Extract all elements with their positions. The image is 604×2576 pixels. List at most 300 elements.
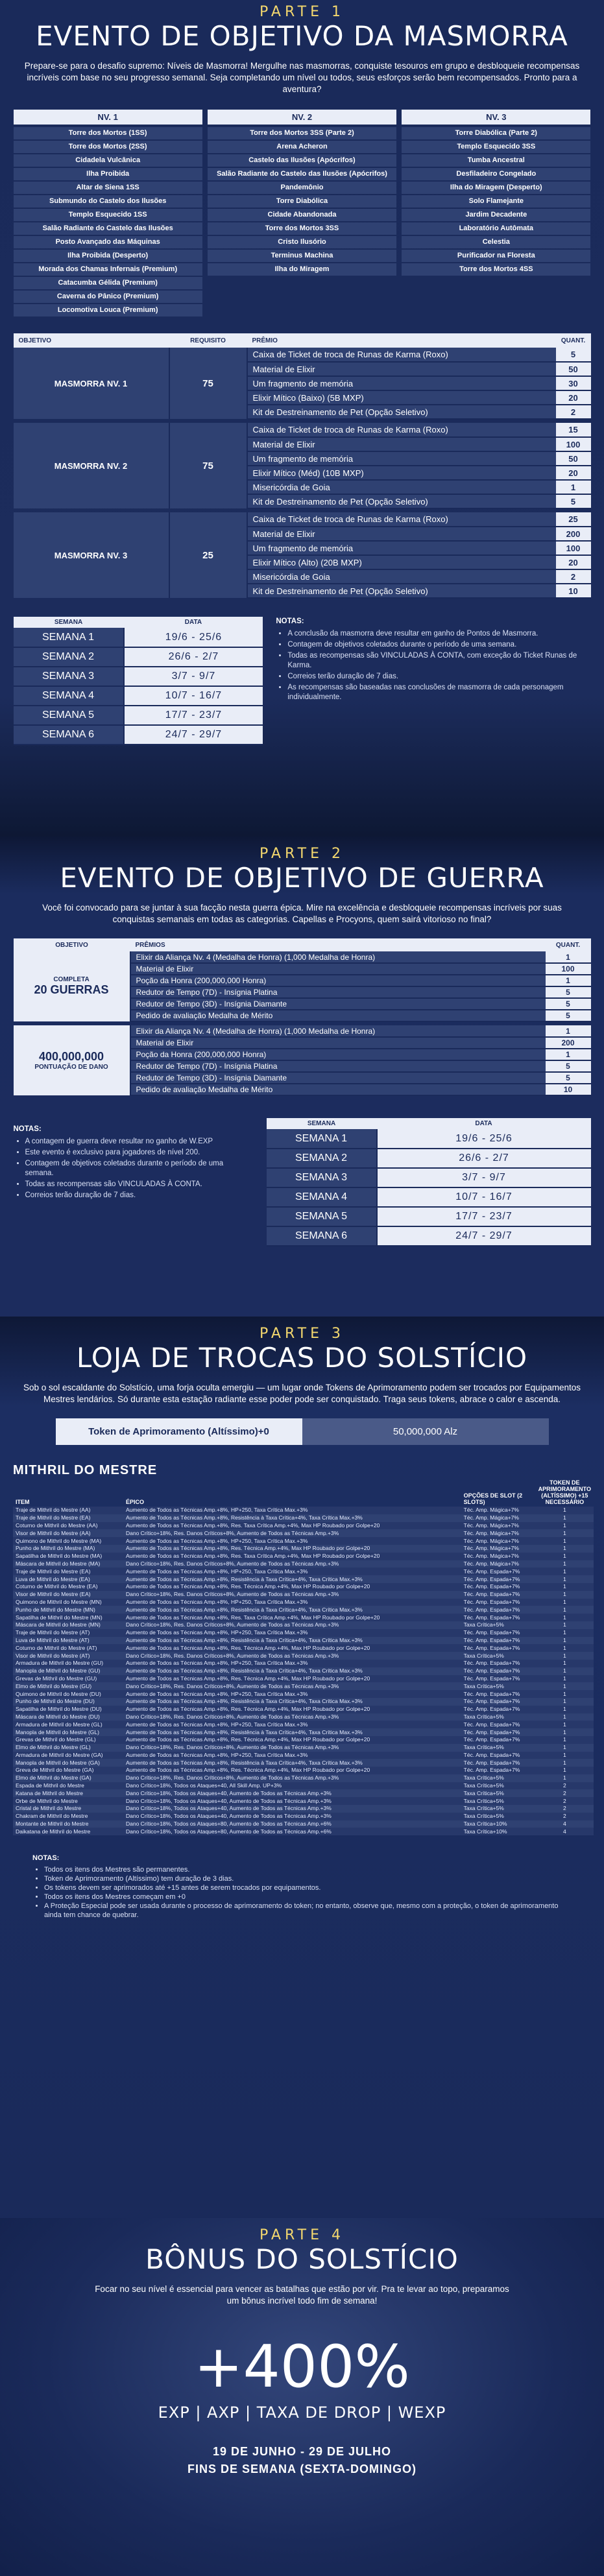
token-cell: 1 — [536, 1759, 594, 1767]
epic-cell: Aumento de Todos as Técnicas Amp.+8%, Res. Taxa Crítica Amp.+4%, Max HP Roubado por Golpe+20 — [123, 1522, 461, 1530]
token-cell: 1 — [536, 1752, 594, 1759]
prize-cell: Elixir Mítico (Baixo) (5B MXP) — [247, 390, 556, 405]
table-row — [13, 1759, 594, 1767]
col-slot: OPÇÕES DE SLOT (2 SLOTS) — [463, 1492, 523, 1505]
col-date: DATA — [377, 1118, 591, 1129]
prize-cell: Redutor de Tempo (7D) - Insígnia Platina — [130, 1060, 546, 1072]
dungeon-item: Torre dos Mortos (2SS) — [14, 141, 202, 153]
table-row — [13, 1789, 594, 1797]
slot-cell: Taxa Crítica+5% — [461, 1774, 536, 1782]
week-cell: SEMANA 1 — [14, 628, 124, 647]
item-cell: Coturno de Mithril do Mestre (AA) — [13, 1522, 123, 1530]
table-row — [13, 1820, 594, 1828]
objective-top: COMPLETA — [53, 976, 90, 983]
part-label: PARTE 4 — [260, 2227, 344, 2243]
slot-cell: Taxa Crítica+10% — [461, 1820, 536, 1828]
slot-cell: Taxa Crítica+5% — [461, 1652, 536, 1660]
shop-section — [0, 1317, 604, 2218]
col-item: ITEM — [16, 1499, 30, 1505]
dungeon-reward-table — [14, 333, 591, 599]
item-cell: Montante de Mithril do Mestre — [13, 1820, 123, 1828]
notes-title: NOTAS: — [13, 1125, 42, 1133]
item-cell: Coturno de Mithril do Mestre (AT) — [13, 1644, 123, 1652]
item-cell: Cristal de Mithril do Mestre — [13, 1805, 123, 1813]
qty-cell: 15 — [556, 423, 591, 437]
epic-cell: Aumento de Todos as Técnicas Amp.+8%, HP+250, Taxa Crítica Max.+3% — [123, 1752, 461, 1759]
qty-cell: 50 — [556, 362, 591, 376]
war-week-table — [267, 1118, 591, 1246]
item-cell: Sapatilha de Mithril do Mestre (MN) — [13, 1614, 123, 1621]
qty-cell: 1 — [546, 1025, 591, 1037]
epic-cell: Aumento de Todos as Técnicas Amp.+8%, HP+250, Taxa Crítica Max.+3% — [123, 1660, 461, 1667]
prize-cell: Caixa de Ticket de troca de Runas de Karma (Roxo) — [247, 423, 556, 437]
epic-cell: Aumento de Todos as Técnicas Amp.+8%, HP+250, Taxa Crítica Max.+3% — [123, 1507, 461, 1514]
item-cell: Quimono de Mithril do Mestre (MA) — [13, 1537, 123, 1545]
date-cell: 24/7 - 29/7 — [377, 1226, 591, 1246]
shop-table — [13, 1478, 594, 1835]
token-cell: 1 — [536, 1767, 594, 1774]
prize-cell: Um fragmento de memória — [247, 541, 556, 555]
token-cell: 1 — [536, 1514, 594, 1522]
date-cell: 17/7 - 23/7 — [377, 1207, 591, 1226]
table-row — [13, 1767, 594, 1774]
item-cell: Traje de Mithril do Mestre (EA) — [13, 1514, 123, 1522]
shop-section-title: MITHRIL DO MESTRE — [13, 1463, 158, 1477]
item-cell: Manopla de Mithril do Mestre (GA) — [13, 1759, 123, 1767]
token-cell: 1 — [536, 1652, 594, 1660]
slot-cell: Taxa Crítica+5% — [461, 1682, 536, 1690]
qty-cell: 5 — [546, 1060, 591, 1072]
epic-cell: Dano Crítico+18%, Todos os Ataques+40, Aumento de Todos as Técnicas Amp.+3% — [123, 1789, 461, 1797]
week-row — [267, 1226, 591, 1246]
dungeon-item: Arena Acheron — [208, 141, 396, 153]
prize-cell: Redutor de Tempo (3D) - Insígnia Diamante — [130, 1072, 546, 1084]
table-row — [13, 1529, 594, 1537]
token-cell: 1 — [536, 1629, 594, 1637]
table-row — [13, 1644, 594, 1652]
epic-cell: Dano Crítico+18%, Todos os Ataques+40, Aumento de Todos as Técnicas Amp.+3% — [123, 1813, 461, 1820]
token-cell: 1 — [536, 1736, 594, 1744]
token-cell: 1 — [536, 1553, 594, 1560]
notes-title: NOTAS: — [32, 1854, 60, 1863]
prize-cell: Kit de Destreinamento de Pet (Opção Seletivo) — [247, 584, 556, 598]
col-week: SEMANA — [14, 617, 124, 628]
table-row — [13, 1621, 594, 1629]
date-cell: 26/6 - 2/7 — [377, 1149, 591, 1168]
table-row — [13, 1652, 594, 1660]
note-item: • Os tokens devem ser aprimorados até +15 antes de serem trocados por equipamentos. — [44, 1883, 577, 1892]
dungeon-item: Salão Radiante do Castelo das Ilusões (Apócrifos) — [208, 168, 396, 180]
prize-cell: Um fragmento de memória — [247, 376, 556, 390]
qty-cell: 10 — [546, 1084, 591, 1095]
slot-cell: Téc. Amp. Mágica+7% — [461, 1553, 536, 1560]
item-cell: Visor de Mithril do Mestre (EA) — [13, 1591, 123, 1599]
dungeon-item: Ilha Proibida (Desperto) — [14, 250, 202, 262]
slot-cell: Téc. Amp. Mágica+7% — [461, 1537, 536, 1545]
token-cell: 4 — [536, 1828, 594, 1835]
epic-cell: Aumento de Todos as Técnicas Amp.+8%, Res. Taxa Crítica Amp.+4%, Max HP Roubado por Golpe+20 — [123, 1614, 461, 1621]
token-cell: 1 — [536, 1644, 594, 1652]
table-row — [13, 1828, 594, 1835]
item-cell: Máscara de Mithril do Mestre (MN) — [13, 1621, 123, 1629]
slot-cell: Téc. Amp. Mágica+7% — [461, 1514, 536, 1522]
objective-cell — [14, 1025, 130, 1095]
prize-cell: Poção da Honra (200,000,000 Honra) — [130, 975, 546, 986]
prize-cell: Redutor de Tempo (7D) - Insígnia Platina — [130, 986, 546, 998]
week-row — [14, 725, 263, 745]
week-row — [267, 1149, 591, 1168]
dungeon-item: Cristo Ilusório — [208, 236, 396, 248]
dungeon-item: Torre dos Mortos 3SS — [208, 222, 396, 235]
qty-cell: 5 — [556, 348, 591, 362]
qty-cell: 25 — [556, 512, 591, 527]
slot-cell: Téc. Amp. Espada+7% — [461, 1706, 536, 1713]
dungeon-item: Jardim Decadente — [402, 209, 590, 221]
table-row — [13, 1736, 594, 1744]
token-cell: 4 — [536, 1820, 594, 1828]
qty-cell: 50 — [556, 451, 591, 466]
token-cell: 1 — [536, 1560, 594, 1568]
week-cell: SEMANA 2 — [267, 1149, 377, 1168]
dungeon-week-table — [14, 617, 263, 745]
qty-cell: 1 — [546, 951, 591, 963]
dungeon-item: Ilha do Miragem (Desperto) — [402, 182, 590, 194]
epic-cell: Aumento de Todos as Técnicas Amp.+8%, Res. Técnica Amp.+4%, Max HP Roubado por Golpe+20 — [123, 1706, 461, 1713]
week-cell: SEMANA 2 — [14, 647, 124, 667]
epic-cell: Aumento de Todos as Técnicas Amp.+8%, Resistência à Taxa Crítica+4%, Taxa Crítica Max.+3% — [123, 1759, 461, 1767]
slot-cell: Téc. Amp. Mágica+7% — [461, 1529, 536, 1537]
dungeon-item: Purificador na Floresta — [402, 250, 590, 262]
section-title: EVENTO DE OBJETIVO DE GUERRA — [60, 862, 544, 894]
item-cell: Grevas de Mithril do Mestre (GL) — [13, 1736, 123, 1744]
war-reward-table — [14, 938, 591, 1096]
epic-cell: Aumento de Todos as Técnicas Amp.+8%, HP+250, Taxa Crítica Max.+3% — [123, 1690, 461, 1698]
bonus-section — [0, 2218, 604, 2576]
dungeon-item: Celestia — [402, 236, 590, 248]
dungeon-notes — [276, 617, 590, 745]
table-row — [13, 1813, 594, 1820]
epic-cell: Aumento de Todos as Técnicas Amp.+8%, HP+250, Taxa Crítica Max.+3% — [123, 1568, 461, 1575]
item-cell: Coturno de Mithril do Mestre (EA) — [13, 1583, 123, 1591]
qty-cell: 5 — [546, 998, 591, 1010]
slot-cell: Téc. Amp. Espada+7% — [461, 1606, 536, 1614]
epic-cell: Dano Crítico+18%, Res. Danos Críticos+8%, Aumento de Todos as Técnicas Amp.+3% — [123, 1744, 461, 1752]
table-row — [13, 1599, 594, 1606]
item-cell: Greva de Mithril do Mestre (GA) — [13, 1767, 123, 1774]
objective-cell: MASMORRA NV. 1 — [14, 348, 169, 419]
bonus-dates: 19 DE JUNHO - 29 DE JULHO — [212, 2445, 392, 2458]
section-intro: Você foi convocado para se juntar à sua facção nesta guerra épica. Mire na excelência e desbloqueie recompensas incríveis por suas conquistas semanais em todas as categorias. Capellas e Procyons, quem sairá vitorioso no final? — [42, 903, 562, 924]
token-cell: 1 — [536, 1637, 594, 1645]
dungeon-item: Torre dos Mortos (1SS) — [14, 127, 202, 139]
token-cell: 1 — [536, 1744, 594, 1752]
table-row — [13, 1805, 594, 1813]
note-item: • A conclusão da masmorra deve resultar em ganho de Pontos de Masmorra. — [287, 629, 590, 639]
col-token: TOKEN DE APRIMORAMENTO (ALTÍSSIMO) +15 NECESSÁRIO — [538, 1479, 592, 1505]
week-row — [14, 686, 263, 706]
slot-cell: Téc. Amp. Mágica+7% — [461, 1560, 536, 1568]
slot-cell: Téc. Amp. Espada+7% — [461, 1575, 536, 1583]
epic-cell: Dano Crítico+18%, Todos os Ataques+40, Aumento de Todos as Técnicas Amp.+3% — [123, 1805, 461, 1813]
epic-cell: Dano Crítico+18%, Res. Danos Críticos+8%, Aumento de Todos as Técnicas Amp.+3% — [123, 1774, 461, 1782]
table-row — [13, 1682, 594, 1690]
qty-cell: 20 — [556, 466, 591, 480]
table-row — [13, 1629, 594, 1637]
date-cell: 24/7 - 29/7 — [124, 725, 263, 745]
table-row — [13, 1614, 594, 1621]
epic-cell: Aumento de Todos as Técnicas Amp.+8%, HP+250, Taxa Crítica Max.+3% — [123, 1537, 461, 1545]
dungeon-item: Tumba Ancestral — [402, 154, 590, 167]
reward-row — [14, 951, 591, 963]
note-item: • Contagem de objetivos coletados durante o período de uma semana. — [25, 1159, 247, 1178]
token-cell: 1 — [536, 1690, 594, 1698]
slot-cell: Téc. Amp. Espada+7% — [461, 1721, 536, 1728]
slot-cell: Téc. Amp. Espada+7% — [461, 1591, 536, 1599]
date-cell: 26/6 - 2/7 — [124, 647, 263, 667]
dungeon-item: Desfiladeiro Congelado — [402, 168, 590, 180]
qty-cell: 20 — [556, 390, 591, 405]
note-item: • As recompensas são baseadas nas conclusões de masmorra de cada personagem individualmente. — [287, 683, 590, 702]
col-objective: OBJETIVO — [14, 938, 130, 951]
token-cell: 1 — [536, 1682, 594, 1690]
slot-cell: Téc. Amp. Espada+7% — [461, 1568, 536, 1575]
bonus-amount: +400% — [194, 2333, 410, 2401]
prize-cell: Poção da Honra (200,000,000 Honra) — [130, 1049, 546, 1060]
week-row — [267, 1207, 591, 1226]
note-item: • A Proteção Especial pode ser usada durante o processo de aprimoramento do token; no entanto, observe que, mesmo com a proteção, o token de aprimoramento ainda tem chance de quebrar. — [44, 1902, 577, 1920]
dungeon-item: Solo Flamejante — [402, 195, 590, 208]
token-cell: 1 — [536, 1728, 594, 1736]
item-cell: Luva de Mithril do Mestre (EA) — [13, 1575, 123, 1583]
item-cell: Elmo de Mithril do Mestre (GU) — [13, 1682, 123, 1690]
token-value: 50,000,000 Alz — [302, 1418, 549, 1445]
week-row — [14, 628, 263, 647]
prize-cell: Elixir Mítico (Alto) (20B MXP) — [247, 555, 556, 569]
table-row — [13, 1507, 594, 1514]
item-cell: Visor de Mithril do Mestre (AA) — [13, 1529, 123, 1537]
dungeon-item: Caverna do Pânico (Premium) — [14, 291, 202, 303]
item-cell: Quimono de Mithril do Mestre (MN) — [13, 1599, 123, 1606]
reward-row — [14, 512, 591, 527]
item-cell: Orbe de Mithril do Mestre — [13, 1797, 123, 1805]
dungeon-item: Locomotiva Louca (Premium) — [14, 304, 202, 316]
week-cell: SEMANA 1 — [267, 1129, 377, 1149]
section-title: EVENTO DE OBJETIVO DA MASMORRA — [36, 20, 568, 52]
war-notes — [14, 1118, 247, 1246]
table-row — [13, 1797, 594, 1805]
item-cell: Grevas de Mithril do Mestre (GU) — [13, 1675, 123, 1683]
bonus-list: EXP | AXP | TAXA DE DROP | WEXP — [158, 2403, 446, 2422]
prize-cell: Elixir da Aliança Nv. 4 (Medalha de Honra) (1,000 Medalha de Honra) — [130, 1025, 546, 1037]
slot-cell: Téc. Amp. Espada+7% — [461, 1644, 536, 1652]
prize-cell: Redutor de Tempo (3D) - Insígnia Diamante — [130, 998, 546, 1010]
qty-cell: 30 — [556, 376, 591, 390]
epic-cell: Dano Crítico+18%, Todos os Ataques+80, Aumento de Todos as Técnicas Amp.+6% — [123, 1820, 461, 1828]
objective-cell: MASMORRA NV. 2 — [14, 423, 169, 508]
dungeon-item: Templo Esquecido 3SS — [402, 141, 590, 153]
prize-cell: Elixir da Aliança Nv. 4 (Medalha de Honra) (1,000 Medalha de Honra) — [130, 951, 546, 963]
token-cell: 1 — [536, 1583, 594, 1591]
epic-cell: Aumento de Todos as Técnicas Amp.+8%, Res. Técnica Amp.+4%, Max HP Roubado por Golpe+20 — [123, 1736, 461, 1744]
item-cell: Traje de Mithril do Mestre (AT) — [13, 1629, 123, 1637]
item-cell: Daikatana de Mithril do Mestre — [13, 1828, 123, 1835]
dungeon-item: Catacumba Gélida (Premium) — [14, 277, 202, 289]
objective-cell — [14, 951, 130, 1021]
dungeon-item: Salão Radiante do Castelo das Ilusões — [14, 222, 202, 235]
slot-cell: Taxa Crítica+5% — [461, 1621, 536, 1629]
table-row — [13, 1560, 594, 1568]
slot-cell: Taxa Crítica+5% — [461, 1789, 536, 1797]
token-price-bar — [56, 1418, 549, 1445]
token-cell: 1 — [536, 1606, 594, 1614]
level-header: NV. 1 — [14, 110, 202, 125]
note-item: • Correios terão duração de 7 dias. — [287, 672, 590, 682]
item-cell: Elmo de Mithril do Mestre (GA) — [13, 1774, 123, 1782]
item-cell: Máscara de Mithril do Mestre (MA) — [13, 1560, 123, 1568]
date-cell: 10/7 - 16/7 — [124, 686, 263, 706]
prize-cell: Elixir Mítico (Méd) (10B MXP) — [247, 466, 556, 480]
qty-cell: 20 — [556, 555, 591, 569]
slot-cell: Taxa Crítica+10% — [461, 1828, 536, 1835]
note-item: • Correios terão duração de 7 dias. — [25, 1191, 247, 1200]
dungeon-item: Cidadela Vulcânica — [14, 154, 202, 167]
token-cell: 1 — [536, 1713, 594, 1721]
objective-sub: PONTUAÇÃO DE DANO — [34, 1064, 108, 1071]
table-row — [13, 1774, 594, 1782]
slot-cell: Taxa Crítica+5% — [461, 1713, 536, 1721]
item-cell: Traje de Mithril do Mestre (EA) — [13, 1568, 123, 1575]
week-cell: SEMANA 5 — [267, 1207, 377, 1226]
week-row — [267, 1129, 591, 1149]
epic-cell: Dano Crítico+18%, Res. Danos Críticos+8%, Aumento de Todos as Técnicas Amp.+3% — [123, 1682, 461, 1690]
epic-cell: Aumento de Todos as Técnicas Amp.+8%, HP+250, Taxa Crítica Max.+3% — [123, 1599, 461, 1606]
dungeon-item: Laboratório Autômata — [402, 222, 590, 235]
table-row — [13, 1537, 594, 1545]
token-label: Token de Aprimoramento (Altíssimo)+0 — [56, 1418, 302, 1445]
table-row — [13, 1752, 594, 1759]
token-cell: 1 — [536, 1575, 594, 1583]
reward-row — [14, 423, 591, 437]
section-intro: Sob o sol escaldante do Solstício, uma forja oculta emergiu — um lugar onde Tokens de Aprimoramento podem ser trocados por Equipamentos Mestres lendários. Só durante esta estação radiante esse poder pode ser conquistado. Traga seus tokens, abrace o calor e ascenda. — [23, 1383, 581, 1404]
table-row — [13, 1675, 594, 1683]
token-cell: 2 — [536, 1789, 594, 1797]
note-item: • Todos os itens dos Mestres são permanentes. — [44, 1865, 577, 1874]
item-cell: Punho de Mithril do Mestre (MA) — [13, 1545, 123, 1553]
qty-cell: 100 — [556, 541, 591, 555]
dungeon-item: Ilha Proibida — [14, 168, 202, 180]
epic-cell: Aumento de Todos as Técnicas Amp.+8%, Resistência à Taxa Crítica+4%, Taxa Crítica Max.+3% — [123, 1514, 461, 1522]
epic-cell: Aumento de Todos as Técnicas Amp.+8%, Resistência à Taxa Crítica+4%, Taxa Crítica Max.+3% — [123, 1698, 461, 1706]
dungeon-item: Cidade Abandonada — [208, 209, 396, 221]
token-cell: 1 — [536, 1667, 594, 1675]
level-header: NV. 2 — [208, 110, 396, 125]
col-epic: ÉPICO — [126, 1499, 145, 1505]
dungeon-item: Castelo das Ilusões (Apócrifos) — [208, 154, 396, 167]
item-cell: Espada de Mithril do Mestre — [13, 1782, 123, 1790]
table-row — [13, 1568, 594, 1575]
dungeon-section — [0, 0, 604, 837]
qty-cell: 5 — [546, 1010, 591, 1021]
slot-cell: Téc. Amp. Espada+7% — [461, 1675, 536, 1683]
objective-main: 400,000,000 — [38, 1050, 104, 1063]
dungeon-item: Ilha do Miragem — [208, 263, 396, 276]
dungeon-item: Posto Avançado das Máquinas — [14, 236, 202, 248]
item-cell: Visor de Mithril do Mestre (AT) — [13, 1652, 123, 1660]
table-row — [13, 1690, 594, 1698]
prize-cell: Caixa de Ticket de troca de Runas de Karma (Roxo) — [247, 512, 556, 527]
epic-cell: Dano Crítico+18%, Todos os Ataques+80, Aumento de Todos as Técnicas Amp.+6% — [123, 1828, 461, 1835]
prize-cell: Material de Elixir — [247, 437, 556, 451]
slot-cell: Taxa Crítica+5% — [461, 1744, 536, 1752]
week-row — [267, 1168, 591, 1187]
dungeon-item: Torre Diabólica — [208, 195, 396, 208]
epic-cell: Dano Crítico+18%, Res. Danos Críticos+8%, Aumento de Todos as Técnicas Amp.+3% — [123, 1591, 461, 1599]
slot-cell: Téc. Amp. Espada+7% — [461, 1736, 536, 1744]
level-header: NV. 3 — [402, 110, 590, 125]
col-objective: OBJETIVO — [14, 333, 169, 348]
table-row — [13, 1545, 594, 1553]
week-cell: SEMANA 4 — [14, 686, 124, 706]
epic-cell: Dano Crítico+18%, Res. Danos Críticos+8%, Aumento de Todos as Técnicas Amp.+3% — [123, 1621, 461, 1629]
qty-cell: 5 — [556, 494, 591, 508]
slot-cell: Téc. Amp. Espada+7% — [461, 1660, 536, 1667]
epic-cell: Aumento de Todos as Técnicas Amp.+8%, Res. Técnica Amp.+4%, Max HP Roubado por Golpe+20 — [123, 1583, 461, 1591]
item-cell: Sapatilha de Mithril do Mestre (MA) — [13, 1553, 123, 1560]
date-cell: 3/7 - 9/7 — [124, 667, 263, 686]
epic-cell: Aumento de Todos as Técnicas Amp.+8%, Res. Técnica Amp.+4%, Max HP Roubado por Golpe+20 — [123, 1767, 461, 1774]
qty-cell: 2 — [556, 405, 591, 419]
table-row — [13, 1660, 594, 1667]
token-cell: 1 — [536, 1507, 594, 1514]
qty-cell: 5 — [546, 986, 591, 998]
requirement-cell: 75 — [169, 348, 247, 419]
slot-cell: Téc. Amp. Espada+7% — [461, 1690, 536, 1698]
week-row — [14, 706, 263, 725]
part-label: PARTE 3 — [260, 1326, 344, 1342]
item-cell: Traje de Mithril do Mestre (AA) — [13, 1507, 123, 1514]
epic-cell: Dano Crítico+18%, Todos os Ataques+40, All Skill Amp. UP+3% — [123, 1782, 461, 1790]
slot-cell: Téc. Amp. Espada+7% — [461, 1698, 536, 1706]
reward-row — [14, 348, 591, 362]
date-cell: 10/7 - 16/7 — [377, 1187, 591, 1207]
slot-cell: Téc. Amp. Espada+7% — [461, 1667, 536, 1675]
dungeon-levels — [14, 110, 591, 318]
slot-cell: Téc. Amp. Espada+7% — [461, 1629, 536, 1637]
week-row — [14, 647, 263, 667]
token-cell: 1 — [536, 1599, 594, 1606]
col-qty: QUANT. — [556, 333, 591, 348]
token-cell: 2 — [536, 1805, 594, 1813]
prize-cell: Kit de Destreinamento de Pet (Opção Seletivo) — [247, 494, 556, 508]
item-cell: Punho de Mithril do Mestre (DU) — [13, 1698, 123, 1706]
week-cell: SEMANA 3 — [14, 667, 124, 686]
slot-cell: Téc. Amp. Mágica+7% — [461, 1507, 536, 1514]
epic-cell: Aumento de Todos as Técnicas Amp.+8%, Res. Técnica Amp.+4%, Max HP Roubado por Golpe+20 — [123, 1675, 461, 1683]
qty-cell: 100 — [556, 437, 591, 451]
table-row — [13, 1744, 594, 1752]
week-cell: SEMANA 4 — [267, 1187, 377, 1207]
notes-title: NOTAS: — [276, 617, 304, 625]
requirement-cell: 75 — [169, 423, 247, 508]
slot-cell: Taxa Crítica+5% — [461, 1782, 536, 1790]
item-cell: Katana de Mithril do Mestre — [13, 1789, 123, 1797]
part-label: PARTE 1 — [260, 4, 344, 20]
note-item: • Todas as recompensas são VINCULADAS À CONTA. — [25, 1180, 247, 1189]
week-cell: SEMANA 6 — [267, 1226, 377, 1246]
section-title: BÔNUS DO SOLSTÍCIO — [145, 2243, 459, 2275]
qty-cell: 2 — [556, 569, 591, 584]
epic-cell: Aumento de Todos as Técnicas Amp.+8%, Res. Taxa Crítica Amp.+4%, Max HP Roubado por Golpe+20 — [123, 1553, 461, 1560]
